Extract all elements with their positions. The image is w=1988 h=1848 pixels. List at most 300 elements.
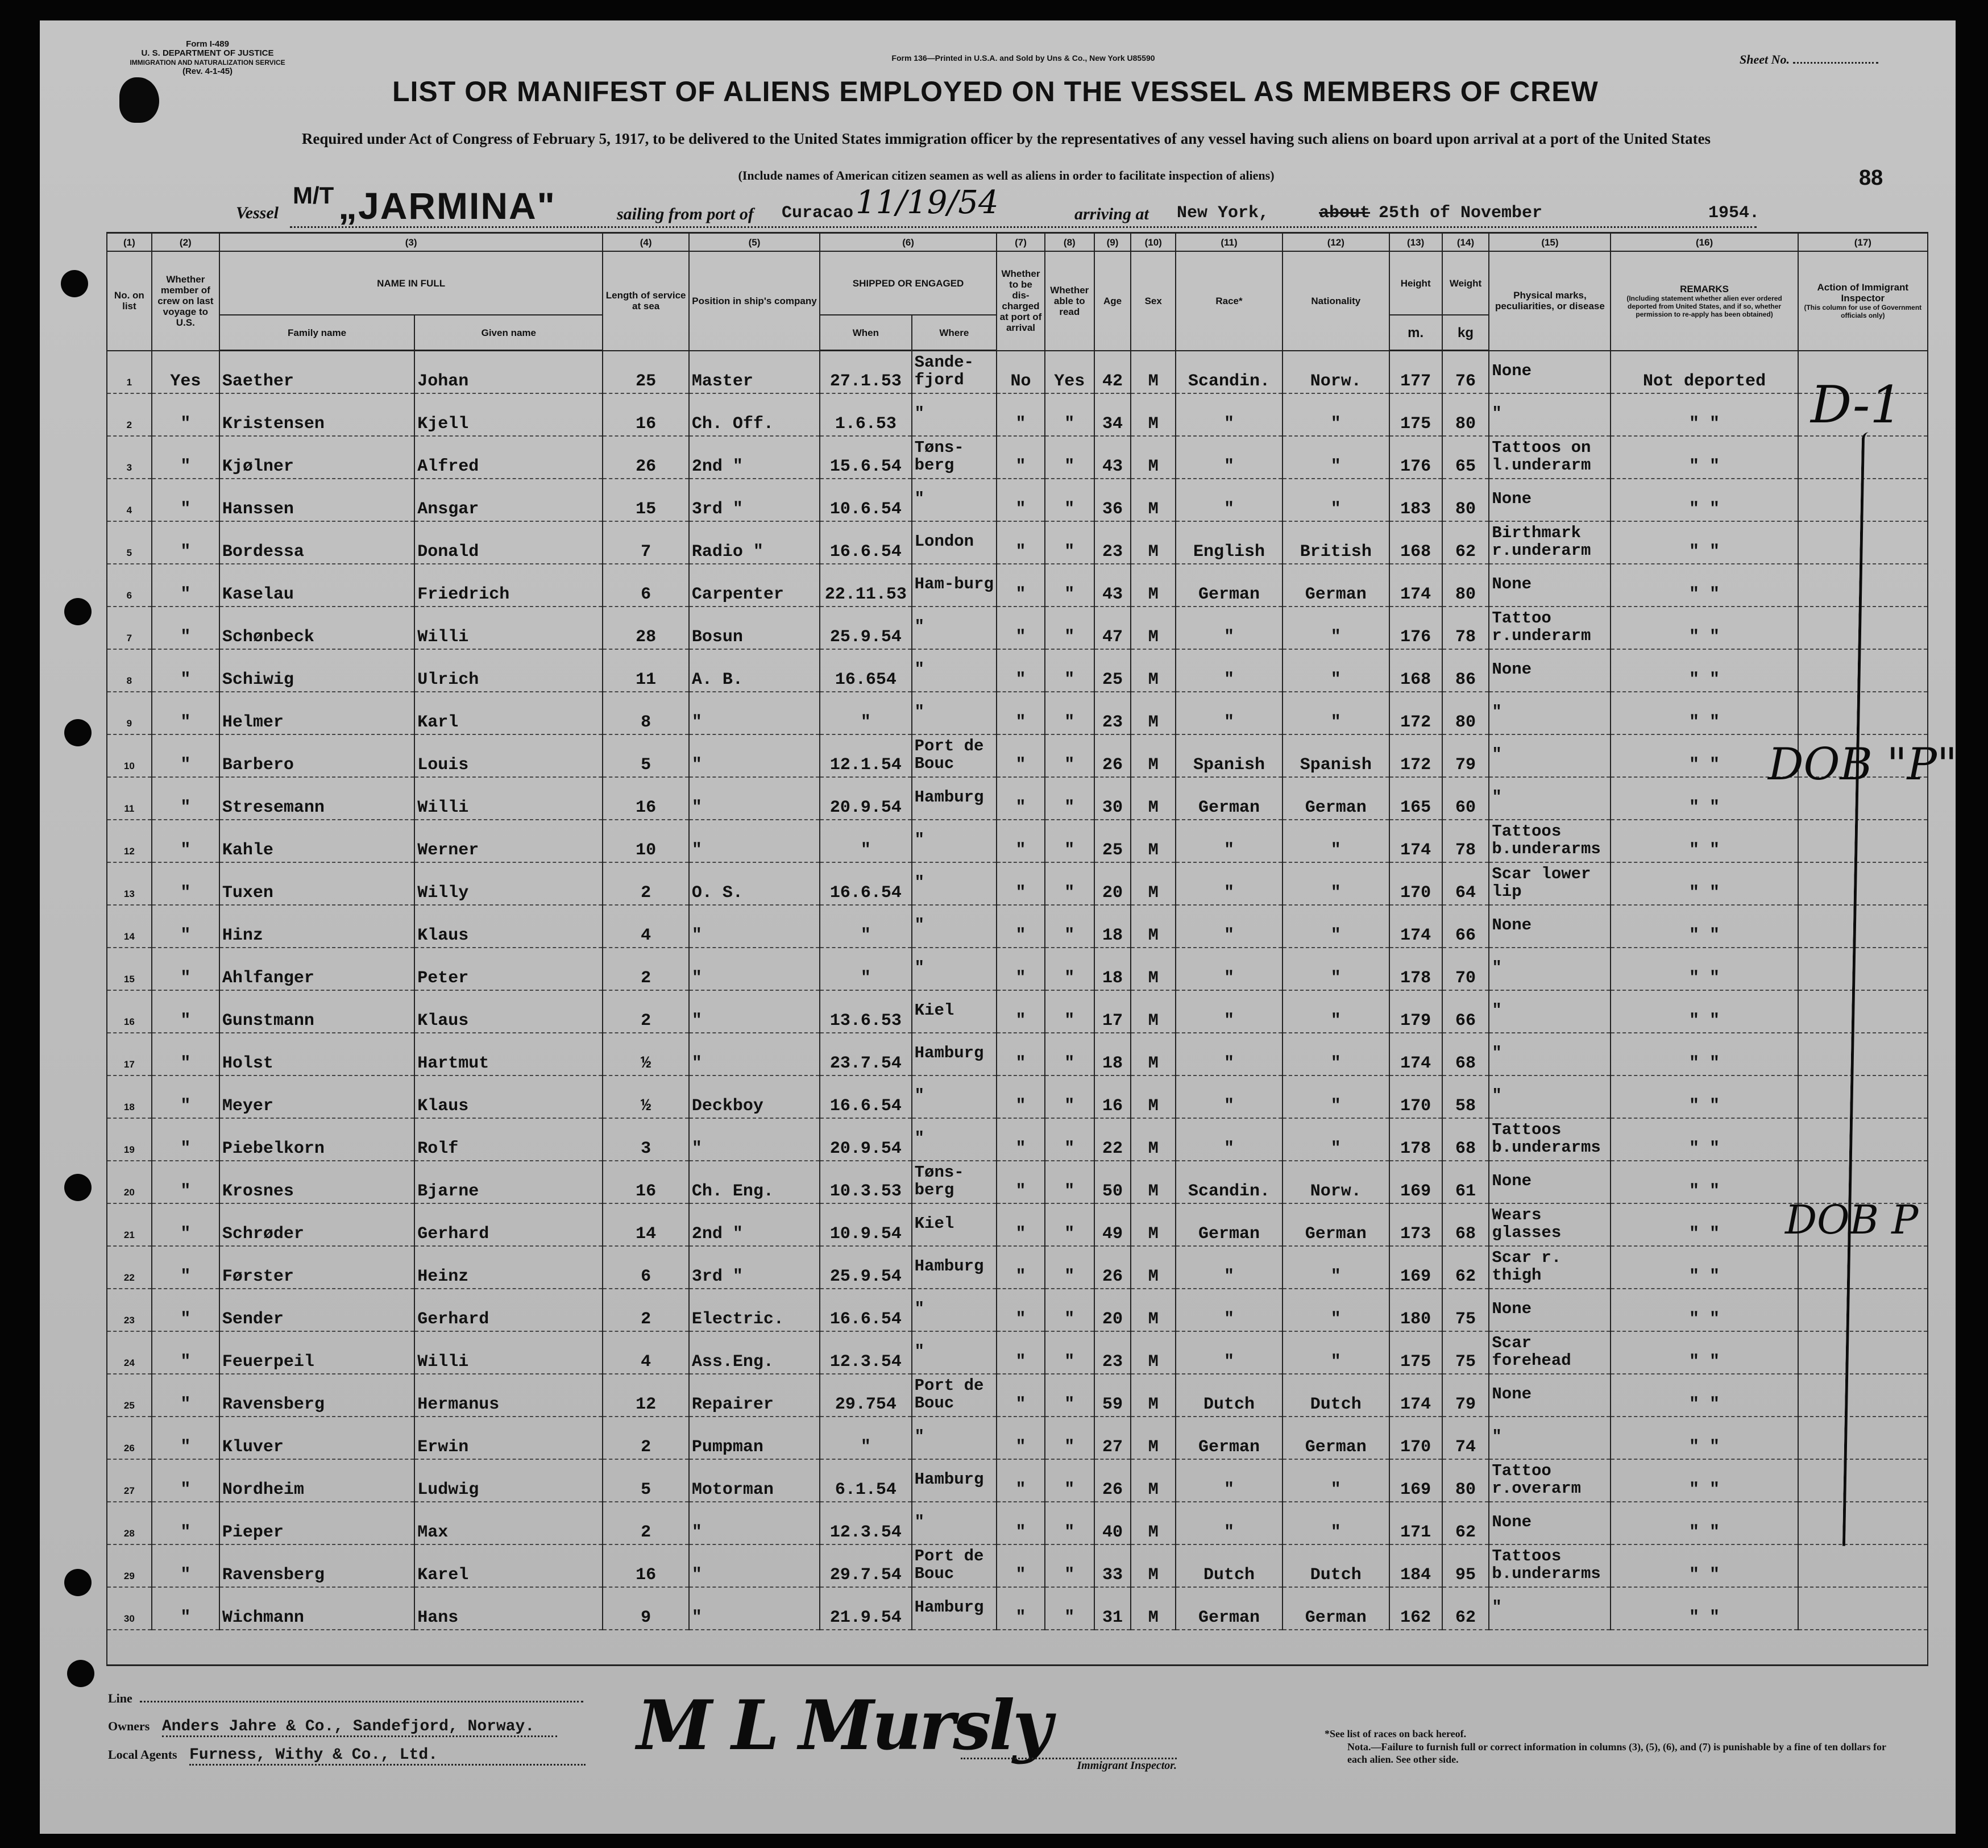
read-cell: " [1045,521,1094,564]
height-cell: 175 [1389,1331,1442,1374]
table-row [107,521,1928,564]
race-cell: German [1176,1587,1283,1630]
punch-hole [61,270,88,297]
nationality-cell: " [1283,436,1389,479]
position-cell: " [689,990,820,1033]
family-name-cell: Wichmann [219,1587,414,1630]
read-cell: " [1045,1502,1094,1544]
table-row [107,1075,1928,1118]
position-cell: Master [689,351,820,394]
family-name-cell: Nordheim [219,1459,414,1502]
marks-cell: " [1489,393,1611,436]
remarks-cell: " " [1611,692,1798,734]
age-cell: 31 [1094,1587,1131,1630]
col-given-name: Given name [414,315,603,351]
col-able-to-read: Whether able to read [1045,251,1094,351]
footer-line [108,1691,583,1706]
service-cell: 5 [603,734,688,777]
where-cell: " [912,692,997,734]
read-cell: " [1045,1289,1094,1331]
position-cell: Pumpman [689,1417,820,1459]
read-cell: " [1045,862,1094,905]
col-num: (15) [1489,233,1611,252]
marks-cell: Scar r. thigh [1489,1246,1611,1289]
punch-hole [64,598,92,625]
age-cell: 26 [1094,734,1131,777]
sex-cell: M [1131,1075,1176,1118]
row-number: 6 [107,564,152,607]
sex-cell: M [1131,1417,1176,1459]
prev-voyage-cell: " [152,862,219,905]
marks-cell: " [1489,948,1611,990]
age-cell: 25 [1094,649,1131,692]
age-cell: 20 [1094,862,1131,905]
marks-cell: " [1489,734,1611,777]
height-cell: 184 [1389,1544,1442,1587]
height-cell: 175 [1389,393,1442,436]
col-num: (9) [1094,233,1131,252]
when-cell: 23.7.54 [820,1033,912,1075]
col-position: Position in ship's company [689,251,820,351]
race-cell: Dutch [1176,1544,1283,1587]
position-cell: " [689,777,820,820]
table-row [107,777,1928,820]
remarks-cell: " " [1611,1075,1798,1118]
remarks-cell: " " [1611,1417,1798,1459]
page-title: LIST OR MANIFEST OF ALIENS EMPLOYED ON THE VESSEL AS MEMBERS OF CREW [392,76,1599,107]
weight-cell: 95 [1442,1544,1489,1587]
age-cell: 36 [1094,479,1131,521]
height-cell: 179 [1389,990,1442,1033]
age-cell: 23 [1094,1331,1131,1374]
where-cell: " [912,1118,997,1161]
action-cell [1798,1374,1928,1417]
marks-cell: Tattoo r.underarm [1489,607,1611,649]
discharged-cell: " [997,1544,1045,1587]
where-cell: Kiel [912,990,997,1033]
prev-voyage-cell: " [152,393,219,436]
row-number: 17 [107,1033,152,1075]
marks-cell: None [1489,1374,1611,1417]
height-cell: 176 [1389,607,1442,649]
when-cell: 27.1.53 [820,351,912,394]
prev-voyage-cell: " [152,1587,219,1630]
crew-table [106,232,1928,1666]
table-row [107,862,1928,905]
race-cell: " [1176,649,1283,692]
height-cell: 168 [1389,649,1442,692]
where-cell: " [912,479,997,521]
table-row [107,1246,1928,1289]
remarks-cell: Not deported [1611,351,1798,394]
where-cell: " [912,649,997,692]
prev-voyage-cell: " [152,1417,219,1459]
given-name-cell: Gerhard [414,1203,603,1246]
row-number: 27 [107,1459,152,1502]
race-cell: German [1176,1417,1283,1459]
footer-owners [108,1718,557,1735]
nationality-cell: " [1283,607,1389,649]
nationality-cell: German [1283,777,1389,820]
weight-cell: 68 [1442,1033,1489,1075]
race-cell: " [1176,948,1283,990]
service-cell: 2 [603,1289,688,1331]
col-num: (16) [1611,233,1798,252]
owners-value: Anders Jahre & Co., Sandefjord, Norway. [162,1718,557,1737]
service-cell: 2 [603,1417,688,1459]
sex-cell: M [1131,564,1176,607]
marks-cell: Tattoos b.underarms [1489,820,1611,862]
prev-voyage-cell: " [152,692,219,734]
row-number: 13 [107,862,152,905]
row-number: 21 [107,1203,152,1246]
col-num: (11) [1176,233,1283,252]
where-cell: Port de Bouc [912,1544,997,1587]
family-name-cell: Feuerpeil [219,1331,414,1374]
position-cell: " [689,1033,820,1075]
when-cell: 25.9.54 [820,1246,912,1289]
punch-hole [64,1174,92,1201]
position-cell: Ch. Eng. [689,1161,820,1203]
prev-voyage-cell: " [152,905,219,948]
marks-cell: None [1489,479,1611,521]
row-number: 8 [107,649,152,692]
read-cell: " [1045,692,1094,734]
marks-cell: None [1489,1161,1611,1203]
where-cell: Tøns-berg [912,1161,997,1203]
prev-voyage-cell: " [152,1246,219,1289]
weight-cell: 79 [1442,734,1489,777]
family-name-cell: Schønbeck [219,607,414,649]
nationality-cell: Dutch [1283,1374,1389,1417]
read-cell: " [1045,1033,1094,1075]
prev-voyage-cell: " [152,1289,219,1331]
sex-cell: M [1131,607,1176,649]
discharged-cell: " [997,990,1045,1033]
discharged-cell: " [997,1417,1045,1459]
weight-cell: 62 [1442,1246,1489,1289]
prev-voyage-cell: Yes [152,351,219,394]
family-name-cell: Meyer [219,1075,414,1118]
age-cell: 47 [1094,607,1131,649]
position-cell: Electric. [689,1289,820,1331]
sex-cell: M [1131,990,1176,1033]
weight-cell: 80 [1442,393,1489,436]
nationality-cell: " [1283,1331,1389,1374]
when-cell: 16.654 [820,649,912,692]
family-name-cell: Helmer [219,692,414,734]
age-cell: 42 [1094,351,1131,394]
col-num: (4) [603,233,688,252]
prev-voyage-cell: " [152,521,219,564]
remarks-cell: " " [1611,1161,1798,1203]
col-weight: Weight [1442,251,1489,315]
weight-cell: 80 [1442,564,1489,607]
table-row [107,1033,1928,1075]
discharged-cell: " [997,649,1045,692]
where-cell: Hamburg [912,777,997,820]
service-cell: 2 [603,990,688,1033]
prev-voyage-cell: " [152,1203,219,1246]
where-cell: " [912,1075,997,1118]
family-name-cell: Sender [219,1289,414,1331]
age-cell: 43 [1094,564,1131,607]
remarks-cell: " " [1611,948,1798,990]
given-name-cell: Max [414,1502,603,1544]
weight-cell: 75 [1442,1289,1489,1331]
row-number: 20 [107,1161,152,1203]
marks-cell: None [1489,905,1611,948]
given-name-cell: Donald [414,521,603,564]
age-cell: 34 [1094,393,1131,436]
weight-cell: 61 [1442,1161,1489,1203]
vessel-line [236,182,1771,227]
discharged-cell: " [997,734,1045,777]
discharged-cell: " [997,1374,1045,1417]
row-number: 19 [107,1118,152,1161]
service-cell: 25 [603,351,688,394]
marks-cell: " [1489,1417,1611,1459]
position-cell: Deckboy [689,1075,820,1118]
remarks-cell: " " [1611,479,1798,521]
given-name-cell: Hartmut [414,1033,603,1075]
marks-cell: None [1489,1289,1611,1331]
prev-voyage-cell: " [152,649,219,692]
weight-cell: 68 [1442,1203,1489,1246]
form-info [122,40,293,76]
discharged-cell: " [997,564,1045,607]
weight-cell: 70 [1442,948,1489,990]
weight-cell: 62 [1442,1502,1489,1544]
race-cell: English [1176,521,1283,564]
discharged-cell: " [997,393,1045,436]
discharged-cell: " [997,1459,1045,1502]
given-name-cell: Gerhard [414,1289,603,1331]
position-cell: " [689,1587,820,1630]
discharged-cell: " [997,1289,1045,1331]
weight-cell: 80 [1442,479,1489,521]
prev-voyage-cell: " [152,479,219,521]
discharged-cell: " [997,436,1045,479]
family-name-cell: Kjølner [219,436,414,479]
col-weight-unit: kg [1442,315,1489,351]
discharged-cell: " [997,692,1045,734]
sex-cell: M [1131,1033,1176,1075]
nationality-cell: German [1283,564,1389,607]
position-cell: " [689,905,820,948]
row-number: 15 [107,948,152,990]
sex-cell: M [1131,905,1176,948]
read-cell: " [1045,1161,1094,1203]
race-cell: " [1176,393,1283,436]
age-cell: 26 [1094,1246,1131,1289]
remarks-cell: " " [1611,1118,1798,1161]
nationality-cell: " [1283,649,1389,692]
remarks-cell: " " [1611,564,1798,607]
position-cell: " [689,734,820,777]
row-number: 12 [107,820,152,862]
row-number: 22 [107,1246,152,1289]
sex-cell: M [1131,436,1176,479]
age-cell: 33 [1094,1544,1131,1587]
weight-cell: 76 [1442,351,1489,394]
marks-cell: Tattoos on l.underarm [1489,436,1611,479]
where-cell: " [912,948,997,990]
remarks-cell: " " [1611,1502,1798,1544]
col-num: (2) [152,233,219,252]
family-name-cell: Ahlfanger [219,948,414,990]
col-num: (1) [107,233,152,252]
service-cell: 2 [603,862,688,905]
discharged-cell: " [997,607,1045,649]
nationality-cell: " [1283,1118,1389,1161]
sex-cell: M [1131,820,1176,862]
sex-cell: M [1131,948,1176,990]
action-cell [1798,905,1928,948]
table-row [107,607,1928,649]
marks-cell: " [1489,1033,1611,1075]
discharged-cell: " [997,1075,1045,1118]
marks-cell: Scar forehead [1489,1331,1611,1374]
height-cell: 169 [1389,1161,1442,1203]
col-num: (7) [997,233,1045,252]
given-name-cell: Willi [414,1331,603,1374]
given-name-cell: Karl [414,692,603,734]
col-name-in-full: NAME IN FULL [219,251,603,315]
table-row [107,564,1928,607]
discharged-cell: " [997,1033,1045,1075]
service-cell: 7 [603,521,688,564]
service-cell: 16 [603,1161,688,1203]
height-cell: 171 [1389,1502,1442,1544]
age-cell: 16 [1094,1075,1131,1118]
height-cell: 176 [1389,436,1442,479]
weight-cell: 68 [1442,1118,1489,1161]
nationality-cell: Norw. [1283,351,1389,394]
age-cell: 20 [1094,1289,1131,1331]
col-num: (8) [1045,233,1094,252]
prev-voyage-cell: " [152,1374,219,1417]
position-cell: 2nd " [689,1203,820,1246]
nationality-cell: " [1283,692,1389,734]
service-cell: ½ [603,1075,688,1118]
where-cell: Hamburg [912,1587,997,1630]
prev-voyage-cell: " [152,990,219,1033]
family-name-cell: Tuxen [219,862,414,905]
sex-cell: M [1131,1502,1176,1544]
marks-cell: " [1489,1075,1611,1118]
nationality-cell: British [1283,521,1389,564]
row-number: 10 [107,734,152,777]
height-cell: 177 [1389,351,1442,394]
inspector-signature: M L Mursly [637,1685,1050,1766]
position-cell: " [689,820,820,862]
weight-cell: 78 [1442,607,1489,649]
discharged-cell: " [997,1118,1045,1161]
col-remarks [1611,251,1798,351]
sex-cell: M [1131,862,1176,905]
race-cell: " [1176,862,1283,905]
row-number: 1 [107,351,152,394]
col-race: Race* [1176,251,1283,351]
height-cell: 172 [1389,692,1442,734]
family-name-cell: Gunstmann [219,990,414,1033]
table-row [107,393,1928,436]
action-note: (This column for use of Government officials only) [1804,304,1922,320]
row-number: 29 [107,1544,152,1587]
service-cell: 14 [603,1203,688,1246]
race-cell: Dutch [1176,1374,1283,1417]
height-cell: 174 [1389,1374,1442,1417]
col-num: (17) [1798,233,1928,252]
when-cell: 12.3.54 [820,1502,912,1544]
when-cell: 12.1.54 [820,734,912,777]
age-cell: 40 [1094,1502,1131,1544]
height-cell: 173 [1389,1203,1442,1246]
nationality-cell: " [1283,990,1389,1033]
col-shipped-engaged: SHIPPED OR ENGAGED [820,251,997,315]
nationality-cell: " [1283,1246,1389,1289]
where-cell: " [912,820,997,862]
sex-cell: M [1131,351,1176,394]
race-cell: " [1176,1502,1283,1544]
when-cell: 16.6.54 [820,521,912,564]
race-cell: " [1176,1246,1283,1289]
family-name-cell: Saether [219,351,414,394]
family-name-cell: Piebelkorn [219,1118,414,1161]
race-cell: German [1176,777,1283,820]
position-cell: " [689,948,820,990]
when-cell: 29.7.54 [820,1544,912,1587]
nationality-cell: Dutch [1283,1544,1389,1587]
sex-cell: M [1131,692,1176,734]
race-cell: " [1176,1459,1283,1502]
when-cell: 16.6.54 [820,862,912,905]
where-cell: " [912,607,997,649]
port-from: Curacao [782,204,854,223]
col-num: (6) [820,233,997,252]
given-name-cell: Hans [414,1587,603,1630]
col-num: (12) [1283,233,1389,252]
family-name-cell: Kahle [219,820,414,862]
family-name-cell: Førster [219,1246,414,1289]
age-cell: 50 [1094,1161,1131,1203]
table-row [107,734,1928,777]
table-row [107,479,1928,521]
table-row [107,1374,1928,1417]
where-cell: " [912,862,997,905]
family-name-cell: Kluver [219,1417,414,1459]
family-name-cell: Stresemann [219,777,414,820]
service-cell: 4 [603,1331,688,1374]
prev-voyage-cell: " [152,777,219,820]
nationality-cell: " [1283,1075,1389,1118]
action-cell [1798,1075,1928,1118]
weight-cell: 66 [1442,990,1489,1033]
service-cell: 28 [603,607,688,649]
row-number: 7 [107,607,152,649]
race-cell: German [1176,564,1283,607]
row-number: 14 [107,905,152,948]
nationality-cell: " [1283,1289,1389,1331]
race-cell: " [1176,1289,1283,1331]
height-cell: 174 [1389,564,1442,607]
position-cell: 3rd " [689,479,820,521]
nationality-cell: " [1283,820,1389,862]
col-num: (13) [1389,233,1442,252]
discharged-cell: " [997,862,1045,905]
col-where: Where [912,315,997,351]
